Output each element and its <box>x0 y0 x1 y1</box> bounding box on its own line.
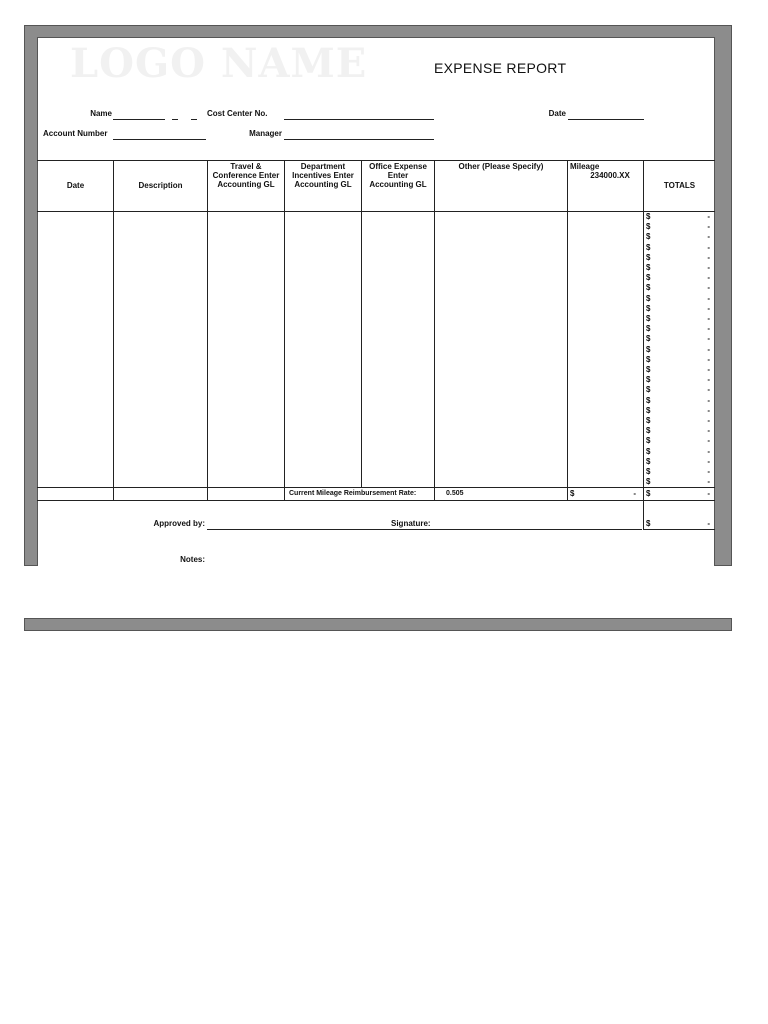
totals-row-value: - <box>707 314 710 323</box>
row-total-value: - <box>707 489 710 498</box>
col-header-office <box>362 162 434 189</box>
col-header-totals: TOTALS <box>663 181 696 190</box>
totals-row-value: - <box>707 416 710 425</box>
col-header-mileage: Mileage <box>570 162 600 171</box>
totals-row-symbol: $ <box>646 354 651 364</box>
totals-row <box>646 212 710 222</box>
signature-label: Signature: <box>391 519 431 528</box>
totals-row-symbol: $ <box>646 436 651 446</box>
totals-row <box>646 477 710 487</box>
totals-row-value: - <box>707 303 710 313</box>
totals-row <box>646 416 710 426</box>
col-divider-4 <box>361 160 362 487</box>
totals-row-symbol: $ <box>646 416 651 425</box>
totals-row-value: - <box>707 273 710 283</box>
totals-row-symbol: $ <box>646 365 651 374</box>
totals-row-value: - <box>707 263 710 272</box>
totals-row-symbol: $ <box>646 405 651 415</box>
notes-label: Notes: <box>180 555 205 564</box>
mileage-total-value: - <box>633 489 636 498</box>
totals-row-symbol: $ <box>646 395 651 405</box>
totals-row-symbol: $ <box>646 385 651 395</box>
col-header-department-line-1: Department <box>300 162 346 171</box>
totals-row <box>646 345 710 355</box>
name-field-extra-1 <box>172 119 178 120</box>
totals-row <box>646 396 710 406</box>
col-header-department-line-3: Accounting GL <box>294 180 352 189</box>
col-divider-1 <box>113 160 114 500</box>
col-header-department-line-2: Incentives Enter <box>292 171 354 180</box>
totals-row-value: - <box>707 426 710 436</box>
totals-row-symbol: $ <box>646 375 651 385</box>
mileage-total-cell <box>570 489 636 499</box>
totals-row-value: - <box>707 232 710 242</box>
manager-field[interactable] <box>284 139 434 140</box>
totals-row <box>646 263 710 273</box>
totals-row <box>646 222 710 232</box>
totals-row-value: - <box>707 385 710 395</box>
totals-row-value: - <box>707 283 710 293</box>
col-header-office-line-3: Accounting GL <box>369 180 427 189</box>
date-label: Date <box>548 109 566 118</box>
table-summary-bottom <box>37 500 715 501</box>
totals-row <box>646 294 710 304</box>
col-divider-2 <box>207 160 208 500</box>
totals-row-value: - <box>707 212 710 221</box>
totals-row <box>646 283 710 293</box>
totals-row <box>646 314 710 324</box>
totals-row-symbol: $ <box>646 293 651 303</box>
grand-total-bottom-border <box>643 529 715 530</box>
totals-row-value: - <box>707 354 710 364</box>
totals-row-symbol: $ <box>646 456 651 466</box>
col-header-office-line-2: Enter <box>387 171 409 180</box>
totals-row <box>646 324 710 334</box>
totals-row-value: - <box>707 334 710 344</box>
page-title: EXPENSE REPORT <box>434 60 567 76</box>
totals-row-value: - <box>707 293 710 303</box>
totals-row-symbol: $ <box>646 222 651 232</box>
col-header-description: Description <box>138 181 183 190</box>
col-header-mileage-code: 234000.XX <box>590 171 630 180</box>
totals-row-value: - <box>707 344 710 354</box>
col-header-travel-line-3: Accounting GL <box>217 180 275 189</box>
totals-row <box>646 243 710 253</box>
table-top-border <box>37 160 715 161</box>
totals-row-value: - <box>707 446 710 456</box>
col-divider-6 <box>567 160 568 500</box>
totals-row <box>646 436 710 446</box>
totals-row-symbol: $ <box>646 477 651 487</box>
totals-row-value: - <box>707 222 710 232</box>
date-field[interactable] <box>568 119 644 120</box>
totals-row-symbol: $ <box>646 273 651 283</box>
totals-row-symbol: $ <box>646 344 651 354</box>
col-header-other: Other (Please Specify) <box>458 162 544 171</box>
grand-total-value: - <box>707 519 710 528</box>
totals-row-value: - <box>707 436 710 446</box>
totals-row <box>646 304 710 314</box>
totals-row <box>646 232 710 242</box>
col-header-office-line-1: Office Expense <box>369 162 427 171</box>
row-total-symbol: $ <box>646 489 651 498</box>
name-field-extra-2 <box>191 119 197 120</box>
col-header-travel <box>208 162 284 189</box>
totals-row-value: - <box>707 405 710 415</box>
totals-row <box>646 385 710 395</box>
name-field[interactable] <box>113 119 165 120</box>
mileage-total-symbol: $ <box>570 489 575 498</box>
totals-row-symbol: $ <box>646 283 651 293</box>
page-frame-bottom <box>24 618 732 631</box>
manager-label: Manager <box>249 129 282 138</box>
col-header-travel-line-1: Travel & <box>230 162 262 171</box>
approved-by-field[interactable] <box>207 529 642 530</box>
cost-center-label: Cost Center No. <box>207 109 268 118</box>
totals-row-value: - <box>707 242 710 252</box>
col-divider-3 <box>284 160 285 500</box>
grand-total-cell <box>646 519 710 529</box>
totals-row-value: - <box>707 477 710 487</box>
table-body-bottom <box>37 487 715 488</box>
row-total-cell <box>646 489 710 499</box>
approved-by-label: Approved by: <box>153 519 205 528</box>
totals-row <box>646 273 710 283</box>
totals-row <box>646 467 710 477</box>
totals-row <box>646 365 710 375</box>
totals-row <box>646 253 710 263</box>
totals-row-value: - <box>707 395 710 405</box>
totals-row-symbol: $ <box>646 303 651 313</box>
totals-row-value: - <box>707 324 710 334</box>
col-header-date: Date <box>66 181 85 190</box>
totals-row-value: - <box>707 252 710 262</box>
totals-row <box>646 406 710 416</box>
col-divider-7 <box>643 160 644 530</box>
totals-row <box>646 334 710 344</box>
totals-row <box>646 457 710 467</box>
totals-row-symbol: $ <box>646 334 651 344</box>
cost-center-field[interactable] <box>284 119 434 120</box>
totals-row-value: - <box>707 375 710 385</box>
totals-row-symbol: $ <box>646 232 651 242</box>
account-number-field[interactable] <box>113 139 206 140</box>
account-number-label: Account Number <box>43 129 108 138</box>
totals-row-symbol: $ <box>646 263 651 272</box>
totals-row <box>646 355 710 365</box>
totals-row <box>646 375 710 385</box>
totals-row-symbol: $ <box>646 252 651 262</box>
mileage-rate-value: 0.505 <box>446 490 464 497</box>
totals-row-symbol: $ <box>646 426 651 436</box>
totals-row <box>646 426 710 436</box>
grand-total-symbol: $ <box>646 519 651 528</box>
col-header-travel-line-2: Conference Enter <box>212 171 280 180</box>
totals-row-value: - <box>707 365 710 374</box>
col-divider-5 <box>434 160 435 500</box>
logo: LOGO NAME <box>70 40 368 87</box>
name-label: Name <box>90 109 112 118</box>
totals-row-symbol: $ <box>646 314 651 323</box>
totals-row-symbol: $ <box>646 324 651 334</box>
mileage-rate-label: Current Mileage Reimbursement Rate: <box>289 490 417 497</box>
totals-row <box>646 447 710 457</box>
totals-row-symbol: $ <box>646 212 651 221</box>
totals-row-symbol: $ <box>646 467 651 476</box>
totals-row-value: - <box>707 467 710 476</box>
totals-row-symbol: $ <box>646 446 651 456</box>
totals-row-value: - <box>707 456 710 466</box>
col-header-department <box>285 162 361 189</box>
table-header-bottom <box>37 211 715 212</box>
totals-row-symbol: $ <box>646 242 651 252</box>
